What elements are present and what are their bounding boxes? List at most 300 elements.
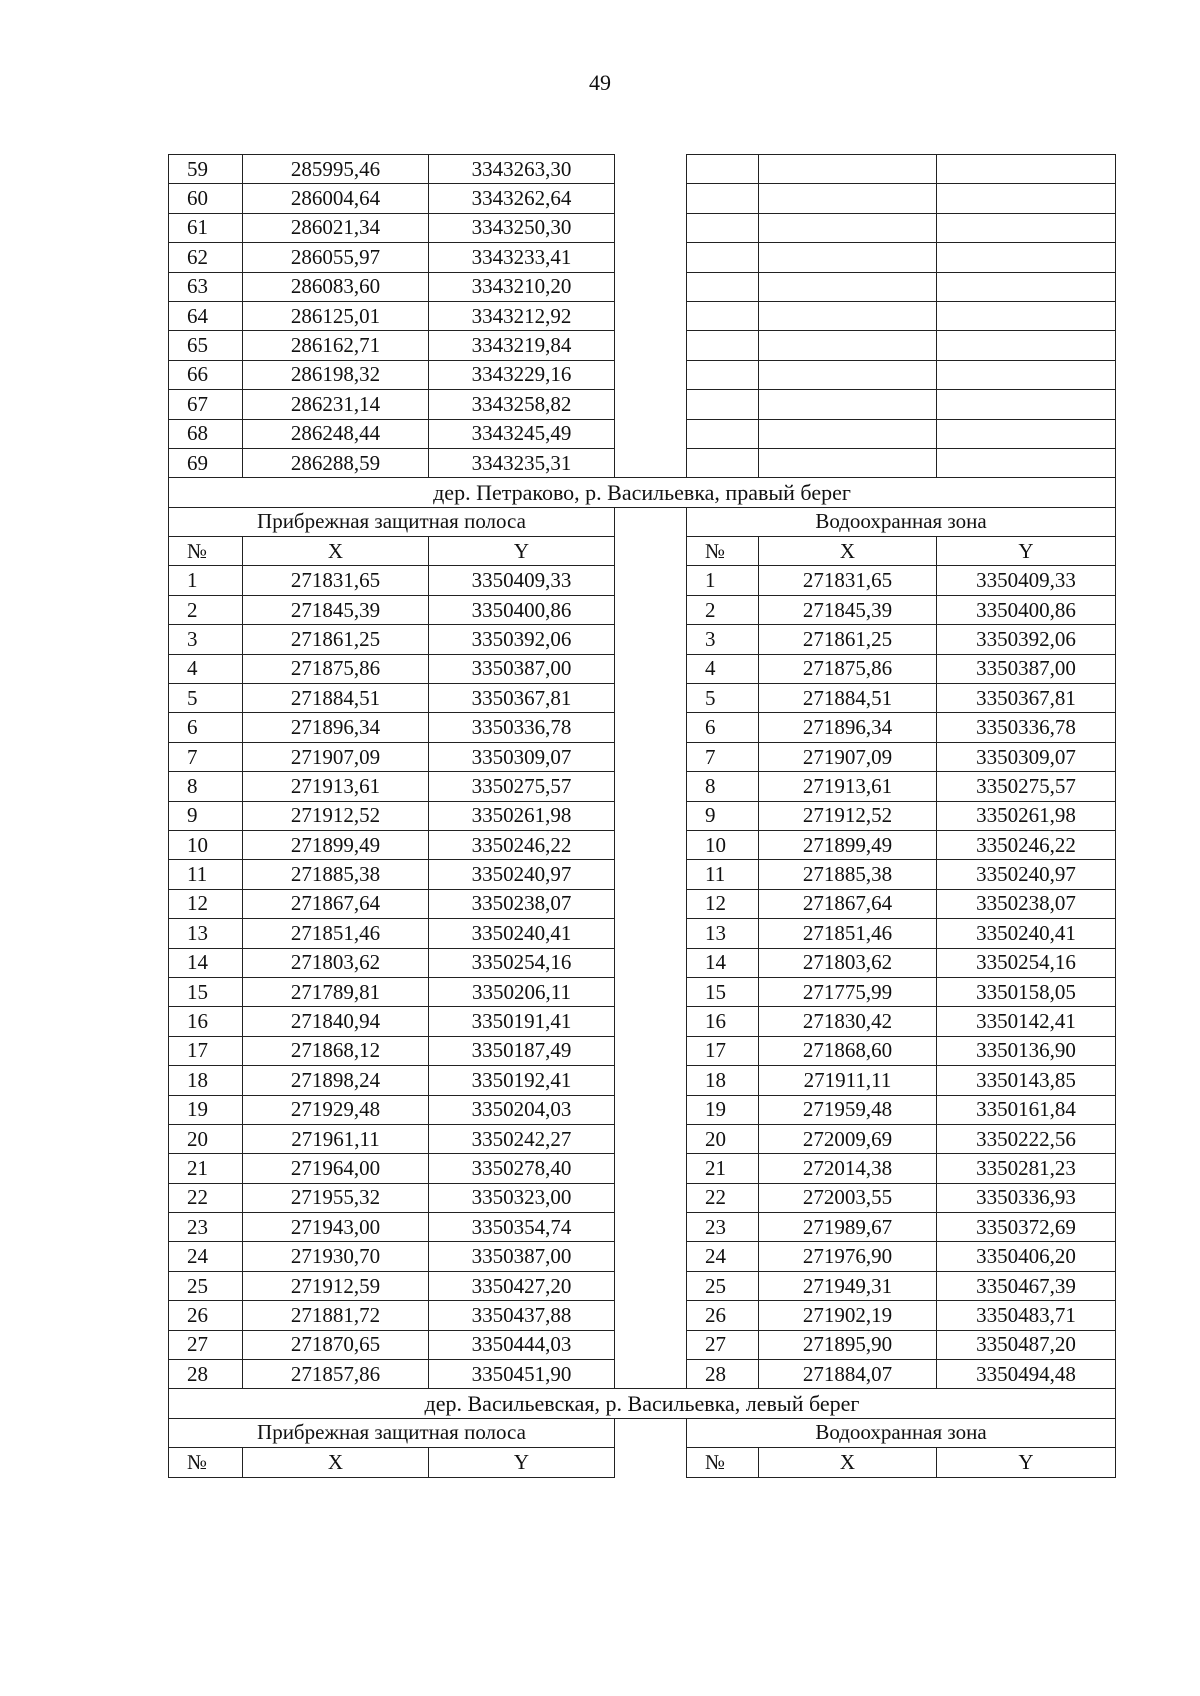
point-number-cell: 66	[169, 360, 243, 389]
point-number-cell: 5	[169, 684, 243, 713]
y-coordinate-cell: 3350487,20	[937, 1330, 1116, 1359]
point-number-cell: 5	[687, 684, 759, 713]
column-gap	[615, 390, 687, 419]
section-title: дер. Васильевская, р. Васильевка, левый берег	[169, 1389, 1116, 1418]
y-coordinate-cell: 3350240,41	[937, 919, 1116, 948]
point-number-cell: 2	[687, 595, 759, 624]
point-number-cell: 25	[687, 1271, 759, 1300]
x-coordinate-cell: 271913,61	[759, 772, 937, 801]
x-coordinate-cell: 271840,94	[243, 1007, 429, 1036]
y-coordinate-cell: 3350367,81	[937, 684, 1116, 713]
empty-cell	[687, 390, 759, 419]
table-row	[169, 272, 1116, 301]
y-coordinate-cell: 3350254,16	[937, 948, 1116, 977]
table-row	[169, 360, 1116, 389]
x-coordinate-cell: 272014,38	[759, 1154, 937, 1183]
column-gap	[615, 948, 687, 977]
coordinates-table	[168, 154, 1116, 1478]
y-coordinate-cell: 3343258,82	[429, 390, 615, 419]
column-gap	[615, 654, 687, 683]
x-coordinate-cell: 286288,59	[243, 448, 429, 477]
column-gap	[615, 1183, 687, 1212]
point-number-cell: 4	[169, 654, 243, 683]
column-gap	[615, 595, 687, 624]
y-coordinate-cell: 3343263,30	[429, 155, 615, 184]
y-coordinate-cell: 3350278,40	[429, 1154, 615, 1183]
table-row	[169, 419, 1116, 448]
empty-cell	[687, 184, 759, 213]
x-coordinate-cell: 271830,42	[759, 1007, 937, 1036]
y-coordinate-cell: 3350354,74	[429, 1213, 615, 1242]
empty-cell	[759, 448, 937, 477]
table-row	[169, 1124, 1116, 1153]
column-gap	[615, 155, 687, 184]
y-coordinate-cell: 3350309,07	[429, 742, 615, 771]
zone-header-row	[169, 507, 1116, 536]
x-column-header: X	[759, 1448, 937, 1477]
y-coordinate-cell: 3350240,41	[429, 919, 615, 948]
point-number-cell: 6	[687, 713, 759, 742]
y-column-header: Y	[429, 1448, 615, 1477]
x-coordinate-cell: 271898,24	[243, 1066, 429, 1095]
column-header-row	[169, 537, 1116, 566]
table-row	[169, 566, 1116, 595]
y-coordinate-cell: 3350427,20	[429, 1271, 615, 1300]
y-coordinate-cell: 3350187,49	[429, 1036, 615, 1065]
y-coordinate-cell: 3350158,05	[937, 977, 1116, 1006]
number-column-header: №	[687, 537, 759, 566]
point-number-cell: 4	[687, 654, 759, 683]
empty-cell	[937, 301, 1116, 330]
y-coordinate-cell: 3350142,41	[937, 1007, 1116, 1036]
column-gap	[615, 684, 687, 713]
table-row	[169, 1066, 1116, 1095]
column-gap	[615, 272, 687, 301]
x-coordinate-cell: 271949,31	[759, 1271, 937, 1300]
x-coordinate-cell: 271912,52	[759, 801, 937, 830]
y-coordinate-cell: 3350336,78	[429, 713, 615, 742]
point-number-cell: 27	[687, 1330, 759, 1359]
table-row	[169, 1154, 1116, 1183]
x-coordinate-cell: 272003,55	[759, 1183, 937, 1212]
table-row	[169, 1242, 1116, 1271]
zone-header-row	[169, 1418, 1116, 1447]
point-number-cell: 14	[169, 948, 243, 977]
y-coordinate-cell: 3350261,98	[429, 801, 615, 830]
x-coordinate-cell: 271803,62	[243, 948, 429, 977]
x-coordinate-cell: 271899,49	[759, 830, 937, 859]
x-coordinate-cell: 271875,86	[243, 654, 429, 683]
table-row	[169, 184, 1116, 213]
point-number-cell: 63	[169, 272, 243, 301]
y-coordinate-cell: 3350336,78	[937, 713, 1116, 742]
coastal-strip-header: Прибрежная защитная полоса	[169, 507, 615, 536]
column-gap	[615, 1448, 687, 1477]
y-coordinate-cell: 3350387,00	[429, 1242, 615, 1271]
y-coordinate-cell: 3350191,41	[429, 1007, 615, 1036]
x-coordinate-cell: 271870,65	[243, 1330, 429, 1359]
water-protection-zone-header: Водоохранная зона	[687, 1418, 1116, 1447]
y-coordinate-cell: 3350238,07	[937, 889, 1116, 918]
column-gap	[615, 1330, 687, 1359]
table-row	[169, 742, 1116, 771]
table-row	[169, 331, 1116, 360]
table-row	[169, 684, 1116, 713]
point-number-cell: 26	[169, 1301, 243, 1330]
y-column-header: Y	[937, 537, 1116, 566]
x-coordinate-cell: 271875,86	[759, 654, 937, 683]
column-gap	[615, 243, 687, 272]
x-coordinate-cell: 271803,62	[759, 948, 937, 977]
x-coordinate-cell: 271884,07	[759, 1360, 937, 1389]
x-coordinate-cell: 271775,99	[759, 977, 937, 1006]
y-coordinate-cell: 3350161,84	[937, 1095, 1116, 1124]
x-coordinate-cell: 271959,48	[759, 1095, 937, 1124]
y-coordinate-cell: 3350392,06	[429, 625, 615, 654]
table-row	[169, 772, 1116, 801]
column-gap	[615, 301, 687, 330]
y-coordinate-cell: 3350222,56	[937, 1124, 1116, 1153]
x-coordinate-cell: 271907,09	[759, 742, 937, 771]
x-coordinate-cell: 271861,25	[759, 625, 937, 654]
point-number-cell: 60	[169, 184, 243, 213]
page-number: 49	[589, 70, 611, 95]
point-number-cell: 28	[169, 1360, 243, 1389]
y-coordinate-cell: 3350467,39	[937, 1271, 1116, 1300]
x-coordinate-cell: 271964,00	[243, 1154, 429, 1183]
point-number-cell: 23	[687, 1213, 759, 1242]
x-coordinate-cell: 271912,52	[243, 801, 429, 830]
column-gap	[615, 830, 687, 859]
empty-cell	[759, 243, 937, 272]
empty-cell	[687, 155, 759, 184]
column-gap	[615, 625, 687, 654]
y-coordinate-cell: 3350204,03	[429, 1095, 615, 1124]
point-number-cell: 24	[169, 1242, 243, 1271]
y-coordinate-cell: 3350406,20	[937, 1242, 1116, 1271]
point-number-cell: 11	[169, 860, 243, 889]
section-title-row	[169, 478, 1116, 507]
point-number-cell: 13	[169, 919, 243, 948]
y-coordinate-cell: 3350261,98	[937, 801, 1116, 830]
column-gap	[615, 213, 687, 242]
y-coordinate-cell: 3350240,97	[429, 860, 615, 889]
x-coordinate-cell: 286004,64	[243, 184, 429, 213]
column-gap	[615, 537, 687, 566]
x-coordinate-cell: 271895,90	[759, 1330, 937, 1359]
x-coordinate-cell: 271902,19	[759, 1301, 937, 1330]
point-number-cell: 12	[169, 889, 243, 918]
point-number-cell: 64	[169, 301, 243, 330]
x-coordinate-cell: 271857,86	[243, 1360, 429, 1389]
point-number-cell: 19	[169, 1095, 243, 1124]
point-number-cell: 1	[687, 566, 759, 595]
x-coordinate-cell: 271907,09	[243, 742, 429, 771]
x-coordinate-cell: 271851,46	[759, 919, 937, 948]
y-coordinate-cell: 3350323,00	[429, 1183, 615, 1212]
empty-cell	[937, 360, 1116, 389]
point-number-cell: 10	[169, 830, 243, 859]
empty-cell	[937, 155, 1116, 184]
x-coordinate-cell: 286162,71	[243, 331, 429, 360]
empty-cell	[759, 301, 937, 330]
y-coordinate-cell: 3350494,48	[937, 1360, 1116, 1389]
table-row	[169, 155, 1116, 184]
empty-cell	[759, 184, 937, 213]
table-row	[169, 1183, 1116, 1212]
x-coordinate-cell: 271884,51	[759, 684, 937, 713]
y-coordinate-cell: 3350246,22	[937, 830, 1116, 859]
x-coordinate-cell: 271989,67	[759, 1213, 937, 1242]
table-row	[169, 919, 1116, 948]
column-gap	[615, 713, 687, 742]
point-number-cell: 26	[687, 1301, 759, 1330]
empty-cell	[937, 390, 1116, 419]
x-coordinate-cell: 286248,44	[243, 419, 429, 448]
y-coordinate-cell: 3350451,90	[429, 1360, 615, 1389]
x-coordinate-cell: 271961,11	[243, 1124, 429, 1153]
point-number-cell: 68	[169, 419, 243, 448]
x-coordinate-cell: 271851,46	[243, 919, 429, 948]
point-number-cell: 17	[687, 1036, 759, 1065]
x-column-header: X	[759, 537, 937, 566]
table-row	[169, 713, 1116, 742]
y-coordinate-cell: 3343245,49	[429, 419, 615, 448]
table-row	[169, 625, 1116, 654]
y-coordinate-cell: 3350387,00	[429, 654, 615, 683]
y-coordinate-cell: 3350275,57	[937, 772, 1116, 801]
empty-cell	[687, 331, 759, 360]
x-coordinate-cell: 271930,70	[243, 1242, 429, 1271]
x-coordinate-cell: 271943,00	[243, 1213, 429, 1242]
number-column-header: №	[687, 1448, 759, 1477]
x-coordinate-cell: 271845,39	[243, 595, 429, 624]
x-coordinate-cell: 271896,34	[243, 713, 429, 742]
x-coordinate-cell: 271884,51	[243, 684, 429, 713]
x-coordinate-cell: 286125,01	[243, 301, 429, 330]
empty-cell	[937, 419, 1116, 448]
column-header-row	[169, 1448, 1116, 1477]
table-row	[169, 1095, 1116, 1124]
point-number-cell: 61	[169, 213, 243, 242]
empty-cell	[937, 448, 1116, 477]
x-coordinate-cell: 271881,72	[243, 1301, 429, 1330]
x-coordinate-cell: 285995,46	[243, 155, 429, 184]
x-coordinate-cell: 271831,65	[243, 566, 429, 595]
column-gap	[615, 772, 687, 801]
column-gap	[615, 1271, 687, 1300]
y-coordinate-cell: 3350143,85	[937, 1066, 1116, 1095]
point-number-cell: 14	[687, 948, 759, 977]
y-coordinate-cell: 3350444,03	[429, 1330, 615, 1359]
y-coordinate-cell: 3350192,41	[429, 1066, 615, 1095]
empty-cell	[937, 243, 1116, 272]
y-coordinate-cell: 3343235,31	[429, 448, 615, 477]
table-row	[169, 243, 1116, 272]
empty-cell	[759, 272, 937, 301]
point-number-cell: 59	[169, 155, 243, 184]
empty-cell	[687, 301, 759, 330]
point-number-cell: 25	[169, 1271, 243, 1300]
point-number-cell: 3	[687, 625, 759, 654]
table-row	[169, 595, 1116, 624]
column-gap	[615, 1301, 687, 1330]
column-gap	[615, 1066, 687, 1095]
column-gap	[615, 448, 687, 477]
point-number-cell: 24	[687, 1242, 759, 1271]
column-gap	[615, 1154, 687, 1183]
table-row	[169, 801, 1116, 830]
point-number-cell: 21	[169, 1154, 243, 1183]
column-gap	[615, 919, 687, 948]
empty-cell	[759, 390, 937, 419]
empty-cell	[937, 272, 1116, 301]
point-number-cell: 20	[687, 1124, 759, 1153]
table-row	[169, 1271, 1116, 1300]
point-number-cell: 21	[687, 1154, 759, 1183]
x-coordinate-cell: 271868,60	[759, 1036, 937, 1065]
table-row	[169, 889, 1116, 918]
column-gap	[615, 1213, 687, 1242]
empty-cell	[759, 419, 937, 448]
x-coordinate-cell: 286021,34	[243, 213, 429, 242]
column-gap	[615, 801, 687, 830]
x-coordinate-cell: 286198,32	[243, 360, 429, 389]
x-coordinate-cell: 286055,97	[243, 243, 429, 272]
empty-cell	[937, 184, 1116, 213]
table-row	[169, 977, 1116, 1006]
y-coordinate-cell: 3350437,88	[429, 1301, 615, 1330]
x-coordinate-cell: 271789,81	[243, 977, 429, 1006]
y-coordinate-cell: 3350206,11	[429, 977, 615, 1006]
empty-cell	[687, 448, 759, 477]
y-coordinate-cell: 3350136,90	[937, 1036, 1116, 1065]
table-row	[169, 1036, 1116, 1065]
water-protection-zone-header: Водоохранная зона	[687, 507, 1116, 536]
table-row	[169, 1301, 1116, 1330]
x-coordinate-cell: 271899,49	[243, 830, 429, 859]
point-number-cell: 3	[169, 625, 243, 654]
point-number-cell: 69	[169, 448, 243, 477]
x-coordinate-cell: 272009,69	[759, 1124, 937, 1153]
x-coordinate-cell: 271911,11	[759, 1066, 937, 1095]
point-number-cell: 65	[169, 331, 243, 360]
y-coordinate-cell: 3350483,71	[937, 1301, 1116, 1330]
number-column-header: №	[169, 537, 243, 566]
x-coordinate-cell: 286083,60	[243, 272, 429, 301]
point-number-cell: 16	[687, 1007, 759, 1036]
y-coordinate-cell: 3350336,93	[937, 1183, 1116, 1212]
empty-cell	[937, 213, 1116, 242]
column-gap	[615, 360, 687, 389]
coordinates-table-body	[169, 155, 1116, 1478]
table-row	[169, 301, 1116, 330]
y-coordinate-cell: 3343262,64	[429, 184, 615, 213]
y-coordinate-cell: 3350309,07	[937, 742, 1116, 771]
column-gap	[615, 184, 687, 213]
column-gap	[615, 1036, 687, 1065]
coastal-strip-header: Прибрежная защитная полоса	[169, 1418, 615, 1447]
x-coordinate-cell: 271913,61	[243, 772, 429, 801]
x-coordinate-cell: 271896,34	[759, 713, 937, 742]
empty-cell	[759, 360, 937, 389]
point-number-cell: 10	[687, 830, 759, 859]
point-number-cell: 15	[169, 977, 243, 1006]
y-coordinate-cell: 3343212,92	[429, 301, 615, 330]
section-title: дер. Петраково, р. Васильевка, правый берег	[169, 478, 1116, 507]
empty-cell	[687, 243, 759, 272]
table-row	[169, 1007, 1116, 1036]
point-number-cell: 23	[169, 1213, 243, 1242]
point-number-cell: 8	[687, 772, 759, 801]
empty-cell	[687, 213, 759, 242]
column-gap	[615, 566, 687, 595]
x-coordinate-cell: 271976,90	[759, 1242, 937, 1271]
section-title-row	[169, 1389, 1116, 1418]
x-coordinate-cell: 271868,12	[243, 1036, 429, 1065]
y-coordinate-cell: 3350372,69	[937, 1213, 1116, 1242]
x-coordinate-cell: 271912,59	[243, 1271, 429, 1300]
column-gap	[615, 889, 687, 918]
point-number-cell: 16	[169, 1007, 243, 1036]
x-coordinate-cell: 286231,14	[243, 390, 429, 419]
y-column-header: Y	[429, 537, 615, 566]
table-row	[169, 860, 1116, 889]
column-gap	[615, 1360, 687, 1389]
point-number-cell: 18	[687, 1066, 759, 1095]
y-coordinate-cell: 3350409,33	[937, 566, 1116, 595]
point-number-cell: 8	[169, 772, 243, 801]
point-number-cell: 22	[687, 1183, 759, 1212]
x-coordinate-cell: 271867,64	[759, 889, 937, 918]
y-coordinate-cell: 3350392,06	[937, 625, 1116, 654]
x-column-header: X	[243, 537, 429, 566]
y-coordinate-cell: 3350400,86	[429, 595, 615, 624]
point-number-cell: 7	[169, 742, 243, 771]
empty-cell	[687, 419, 759, 448]
table-row	[169, 948, 1116, 977]
y-coordinate-cell: 3350246,22	[429, 830, 615, 859]
column-gap	[615, 1095, 687, 1124]
point-number-cell: 17	[169, 1036, 243, 1065]
point-number-cell: 1	[169, 566, 243, 595]
point-number-cell: 9	[169, 801, 243, 830]
y-coordinate-cell: 3350254,16	[429, 948, 615, 977]
x-coordinate-cell: 271885,38	[759, 860, 937, 889]
point-number-cell: 22	[169, 1183, 243, 1212]
table-row	[169, 448, 1116, 477]
empty-cell	[937, 331, 1116, 360]
table-row	[169, 654, 1116, 683]
table-row	[169, 1213, 1116, 1242]
column-gap	[615, 1124, 687, 1153]
y-coordinate-cell: 3350238,07	[429, 889, 615, 918]
empty-cell	[687, 360, 759, 389]
column-gap	[615, 742, 687, 771]
column-gap	[615, 1007, 687, 1036]
y-coordinate-cell: 3350367,81	[429, 684, 615, 713]
column-gap	[615, 1242, 687, 1271]
table-row	[169, 830, 1116, 859]
y-coordinate-cell: 3343210,20	[429, 272, 615, 301]
empty-cell	[759, 155, 937, 184]
y-coordinate-cell: 3350275,57	[429, 772, 615, 801]
y-coordinate-cell: 3350242,27	[429, 1124, 615, 1153]
point-number-cell: 27	[169, 1330, 243, 1359]
point-number-cell: 15	[687, 977, 759, 1006]
x-coordinate-cell: 271929,48	[243, 1095, 429, 1124]
y-coordinate-cell: 3343219,84	[429, 331, 615, 360]
